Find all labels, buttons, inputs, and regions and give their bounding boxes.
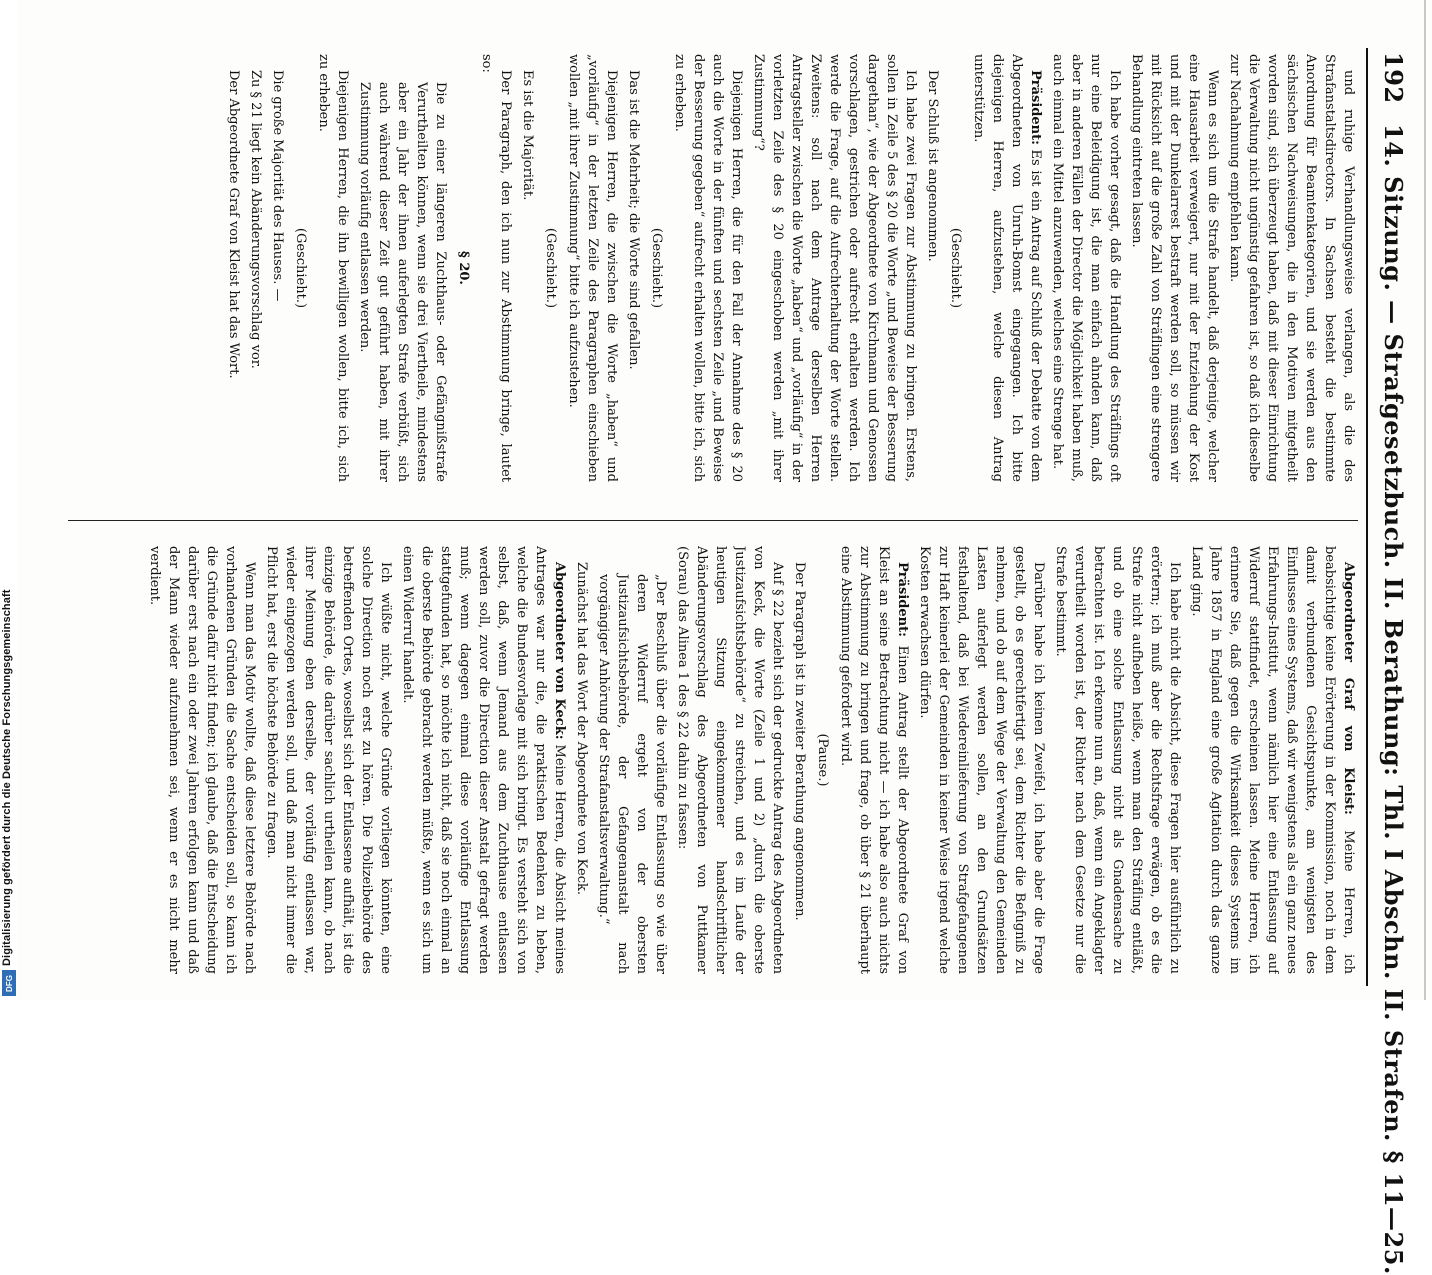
page-edge xyxy=(1424,0,1426,1000)
right-paragraph-7: Ich wüßte nicht, welche Gründe vorliegen könnten, eine solche Direction noch erst zu hören. Die Polizeibehörde des betreffenden Ortes, woselbst sich der Entlassene aufhält, ist die einzige Behörde, die darüber sachlich urtheilen kann, ob nach ihrer Meinung eben derselbe, der vorläufig entlassen war, wieder eingezogen werden soll, und daß man nicht immer die Pflicht hat, erst die höchste Behörde zu fragen. xyxy=(264,546,393,974)
left-paragraph-1: und ruhige Verhandlungsweise verlangen, als die des Strafanstaltsdirectors. In Sachsen besteht die bestimmte Anordnung für Beamtenkategorien, und sie werden aus den sächsischen Nachweisungen, die in den Motiven mitgetheilt worden sind, sich überzeugt haben, daß mit dieser Einrichtung die Verwaltung nicht ungünstig gefahren ist, so daß ich dieselbe zur Nachahmung empfehlen kann. xyxy=(1227,54,1356,482)
next-speaker: Der Abgeordnete Graf von Kleist hat das Wort. xyxy=(226,70,241,379)
right-paragraph-3: Darüber habe ich keinen Zweifel, ich habe aber die Frage gestellt, ob es gerechtfertigt sei, dem Richter die Befugniß zu nehmen, und ob auf dem Wege der Verwaltung den Gemeinden Lasten auferlegt werden sollen, an den Grundsätzen festhaltend, daß bei Wiedereinlieferung von Strafgefangenen zur Haft keinerlei der Gemeinden in keiner Weise irgend welche Kosten erwachsen dürfen. xyxy=(917,546,1046,974)
running-title: 14. Sitzung. — Strafgesetzbuch. II. Berathung: Thl. I Abschn. II. Strafen. § 11—25. xyxy=(1379,124,1408,1275)
president-statement xyxy=(969,54,1045,482)
amendment-quote: „Der Beschluß über die vorläufige Entlassung so wie über deren Widerruf ergeht von der obersten Justizaufsichtsbehörde, der Gefangenanstalt nach vorgängiger Anhörung der Strafanstaltsverwaltung.“ xyxy=(596,574,668,974)
left-paragraph-3: Ich habe vorher gesagt, daß die Handlung des Sträflings oft nur eine Beleidigung ist, die man einfach ahnden kann, daß aber in anderen Fällen der Director die Möglichkeit haben muß, auch einmal ein Mittel anzuwenden, welches eine Strenge hat. xyxy=(1050,54,1122,482)
vote-result-2: Es ist die Majorität. xyxy=(520,70,535,201)
speaker-label: Abgeordneter von Keck: xyxy=(552,562,567,740)
dfg-logo-icon: DFG xyxy=(2,970,16,996)
header-rule xyxy=(1366,48,1368,986)
stage-note: (Pause.) xyxy=(815,733,830,787)
digitization-credit: Digitalisierung gefördert durch die Deutsche Forschungsgemeinschaft xyxy=(1,589,13,966)
vote-result-3: Die große Majorität des Hauses. — xyxy=(270,70,285,302)
stage-note: (Geschieht.) xyxy=(543,227,558,309)
closing-note: Der Schluß ist angenommen. xyxy=(925,70,940,262)
page-number: 192 xyxy=(1379,52,1408,104)
president-text: Es ist ein Antrag auf Schluß der Debatte von dem Abgeordneten von Unruh-Bomst eingegangen. Ich bitte diejenigen Herren, aufzustehen, welche diesen Antrag unterstützen. xyxy=(971,54,1043,482)
right-column xyxy=(58,546,1358,974)
paragraph-heading: § 20. xyxy=(456,251,471,285)
right-paragraph-4: Der Paragraph ist in zweiter Berathung angenommen. xyxy=(792,562,807,921)
vote-call: Diejenigen Herren, die für den Fall der Annahme des § 20 auch die Worte in der fünften und sechsten Zeile „und Beweise der Besserung gegeben“ aufrecht erhalten wollen, bitte ich, sich zu erheben. xyxy=(672,54,744,482)
stage-note: (Geschieht.) xyxy=(293,227,308,309)
president-text: Einen Antrag stellt der Abgeordnete Graf von Kleist an seine Betrachtung nicht — ich habe also auch nichts zur Abstimmung zu bringen und frage, ob über § 21 überhaupt eine Abstimmung gefordert wird. xyxy=(838,546,910,974)
stage-note: (Geschieht.) xyxy=(649,227,664,309)
stage-note: (Geschieht.) xyxy=(948,227,963,309)
speech-kleist xyxy=(1187,546,1358,974)
speech-keck xyxy=(398,546,569,974)
left-column xyxy=(58,54,1358,482)
right-paragraph-6: Zunächst hat das Wort der Abgeordnete von Keck. xyxy=(574,562,589,896)
page-header xyxy=(1366,6,1416,1275)
president-label: Präsident: xyxy=(1028,70,1043,145)
vote-call-2: Diejenigen Herren, die zwischen die Worte „haben“ und „vorläufig“ in der letzten Zeile des Paragraphen einschieben wollen „mit ihrer Zustimmung“ bitte ich aufzustehen. xyxy=(566,54,619,482)
vote-intro: Ich habe zwei Fragen zur Abstimmung zu bringen. Erstens, sollen in Zeile 5 des § 20 die Worte „und Beweise der Besserung dargethan“, wie der Abgeordnete von Kirchmann und Genossen vorschlagen, gestrichen oder aufrecht erhalten werden. Ich werde die Frage, auf die Aufrechterhaltung der Worte stellen. Zweitens: soll nach dem Antrage derselben Herren Antragsteller zwischen die Worte „haben“ und „vorläufig“ in der vorletzten Zeile des § 20 eingeschoben werden „mit ihrer Zustimmung“? xyxy=(751,54,918,482)
paragraph-text: Die zu einer längeren Zuchthaus- oder Gefängnißstrafe Verurtheilten können, wenn sie drei Viertheile, mindestens aber ein Jahr der ihnen auferlegten Strafe verbüßt, sich auch während dieser Zeit gut geführt haben, mit ihrer Zustimmung vorläufig entlassen werden. xyxy=(357,82,448,482)
right-paragraph-8: Wenn man das Motiv wollte, daß diese letztere Behörde nach vorhandenen Gründen die Sache entscheiden soll, so kann ich die Gründe dafür nicht finden; ich glaube, daß die Entscheidung darüber erst nach ein oder zwei Jahren erfolgen kann und daß der Mann wieder aufzunehmen sei, wenn er es nicht mehr verdient. xyxy=(147,546,257,974)
right-paragraph-5: Auf § 22 bezieht sich der gedruckte Antrag des Abgeordneten von Keck, die Worte (Zeile 1 und 2) „durch die oberste Justizaufsichtsbehörde“ zu streichen, und es im Laufe der heutigen Sitzung eingekommener handschriftlicher Abänderungsvorschlag des Abgeordneten von Puttkamer (Sorau) das Alinea 1 des § 22 dahin zu fassen: xyxy=(675,546,785,974)
vote-call-3: Diejenigen Herren, die ihn bewilligen wollen, bitte ich, sich zu erheben. xyxy=(316,54,350,482)
speaker-label: Abgeordneter Graf von Kleist: xyxy=(1341,562,1356,815)
left-paragraph-2: Wenn es sich um die Strafe handelt, daß derjenige, welcher eine Hausarbeit verweigert, nur mit der Entziehung der Kost und mit der Dunkelarrest bestraft werden soll, so müssen wir mit Rücksicht auf die große Zahl von Sträflingen eine strengere Behandlung eintreten lassen. xyxy=(1129,54,1220,482)
next-item: Zu § 21 liegt kein Abänderungsvorschlag vor. xyxy=(248,70,263,369)
rotated-page-content xyxy=(16,6,1416,1275)
president-statement-2 xyxy=(836,546,912,974)
paragraph-intro: Der Paragraph, den ich nun zur Abstimmung bringe, lautet so: xyxy=(479,54,513,482)
speech-text: Meine Herren, die Absicht meines Antrages war nur die, die praktischen Bedenken zu heben, welche die Bundesvorlage mit sich bringt. Es versteht sich von selbst, daß, wenn Jemand aus dem Zuchthause entlassen werden soll, zuvor die Direction dieser Anstalt gefragt werden muß; wenn dagegen einmal diese vorläufige Entlassung stattgefunden hat, so möchte ich nicht, daß sie noch einmal an die oberste Behörde gebracht werden müßte, wenn es sich um einen Widerruf handelt. xyxy=(400,546,567,974)
column-divider xyxy=(68,520,1358,521)
speech-text: Meine Herren, ich beabsichtige keine Erörterung in der Kommission, noch in dem damit verbundenen Gesichtspunkte, am wenigsten des Einflusses eines Systems, daß wir wenigstens als ein ganz neues Erfahrungs-Institut, wenn nämlich hier eine Entlassung auf Widerruf stattfindet, erscheinen lassen. Meine Herren, ich erinnere Sie, daß gegen die Wirksamkeit dieses Systems im Jahre 1857 in England eine große Agitation durch das ganze Land ging. xyxy=(1189,546,1356,974)
right-paragraph-2: Ich habe nicht die Absicht, diese Fragen hier ausführlich zu erörtern; ich muß aber die Rechtsfrage erwägen, ob es die Strafe nicht aufheben heiße, wenn man den Sträfling entläßt, und ob eine solche Entlassung nicht als Gnadensache zu betrachten ist. Ich erkenne nun an, daß, wenn ein Angeklagter verurtheilt worden ist, der Richter nach dem Gesetze nur die Strafe bestimmt. xyxy=(1053,546,1182,974)
president-label: Präsident: xyxy=(895,562,910,637)
vote-result: Das ist die Mehrheit; die Worte sind gefallen. xyxy=(626,70,641,370)
